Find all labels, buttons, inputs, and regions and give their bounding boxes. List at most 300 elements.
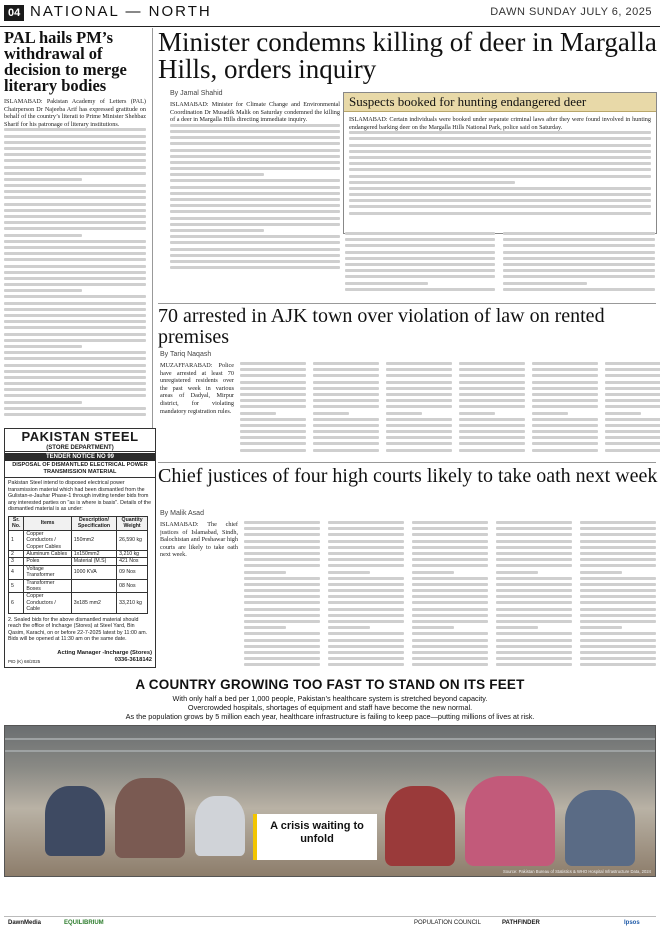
ad-table-cell: 1000 KVA bbox=[71, 565, 116, 579]
text-line bbox=[4, 178, 82, 181]
logo-ipsos: Ipsos bbox=[624, 920, 640, 926]
logo-dawnmedia: DawnMedia bbox=[8, 920, 42, 926]
ad-intro: Pakistan Steel intend to disposed electrical power transmission material which had been dismantled from the Gulistan-e-Jauhar Phase-1 through inviting tender bids from any interested parties on "as is where is basis". Details of the dismantled material is as under: bbox=[8, 480, 152, 513]
text-line bbox=[244, 626, 286, 629]
text-line bbox=[605, 430, 660, 433]
text-line bbox=[328, 663, 404, 666]
cj-column bbox=[496, 521, 572, 671]
ad-table-header-cell: Items bbox=[24, 516, 71, 530]
text-line bbox=[313, 412, 349, 415]
banner-sub-line: With only half a bed per 1,000 people, Pakistan’s healthcare system is stretched beyond capacity. bbox=[172, 694, 488, 703]
text-line bbox=[328, 632, 404, 635]
text-line bbox=[4, 184, 146, 187]
text-line bbox=[386, 449, 452, 452]
text-line bbox=[580, 608, 656, 611]
ad-table-row bbox=[9, 530, 148, 550]
text-line bbox=[532, 399, 598, 402]
text-line bbox=[459, 368, 525, 371]
text-line bbox=[313, 368, 379, 371]
text-line bbox=[503, 238, 655, 241]
ad-notice: TENDER NOTICE NO 99 bbox=[5, 453, 155, 461]
text-line bbox=[240, 387, 306, 390]
text-line bbox=[240, 362, 306, 365]
text-line bbox=[386, 368, 452, 371]
ad-table-body bbox=[9, 530, 148, 613]
text-line bbox=[496, 595, 572, 598]
text-line bbox=[496, 589, 572, 592]
text-line bbox=[459, 449, 525, 452]
text-line bbox=[496, 614, 572, 617]
lead-byline: By Jamal Shahid bbox=[170, 90, 223, 97]
ad-table-cell: 33,210 kg bbox=[117, 593, 148, 613]
pal-lead: ISLAMABAD: Pakistan Academy of Letters (PAL) Chairperson Dr Najeeba Arif has expressed gratitude on behalf of the country’s literati to Prime Minister Shehbaz Sharif for his patronage of literary institutions. bbox=[4, 98, 146, 128]
text-line bbox=[240, 368, 306, 371]
ad-table-cell: 5 bbox=[9, 579, 24, 593]
ad-table-cell: 1 bbox=[9, 530, 24, 550]
text-line bbox=[580, 540, 656, 543]
text-line bbox=[328, 571, 370, 574]
text-line bbox=[605, 387, 660, 390]
text-line bbox=[503, 288, 655, 291]
text-line bbox=[459, 381, 525, 384]
text-line bbox=[412, 546, 488, 549]
logo-pathfinder: PATHFINDER bbox=[502, 920, 540, 926]
text-line bbox=[4, 277, 146, 280]
crowd-figure bbox=[195, 796, 245, 856]
text-line bbox=[580, 601, 656, 604]
text-line bbox=[412, 645, 488, 648]
text-line bbox=[313, 374, 379, 377]
text-line bbox=[244, 620, 320, 623]
text-line bbox=[580, 639, 656, 642]
text-line bbox=[244, 571, 286, 574]
text-line bbox=[459, 430, 525, 433]
ad-contact-name: Acting Manager -Incharge (Stores) bbox=[57, 650, 152, 656]
cj-byline: By Malik Asad bbox=[160, 510, 204, 517]
story-divider bbox=[158, 303, 656, 304]
text-line bbox=[328, 595, 404, 598]
banner-sub-line: As the population grows by 5 million each year, healthcare infrastructure is failing to keep pace—putting millions of lives at risk. bbox=[125, 712, 535, 721]
text-line bbox=[459, 399, 525, 402]
text-line bbox=[345, 263, 495, 266]
ajk-headline: 70 arrested in AJK town over violation of law on rented premises bbox=[158, 305, 605, 348]
text-line bbox=[349, 144, 651, 147]
suspects-box bbox=[343, 92, 657, 234]
text-line bbox=[349, 131, 651, 134]
ajk-column bbox=[605, 362, 660, 460]
ad-table-header-cell: Description/ Specification bbox=[71, 516, 116, 530]
text-line bbox=[4, 351, 146, 354]
text-line bbox=[496, 527, 572, 530]
ad-table bbox=[8, 516, 148, 614]
text-line bbox=[503, 251, 655, 254]
text-line bbox=[170, 248, 340, 251]
text-line bbox=[313, 442, 379, 445]
text-line bbox=[580, 577, 656, 580]
text-line bbox=[4, 326, 146, 329]
ad-table-row bbox=[9, 558, 148, 565]
ajk-byline: By Tariq Naqash bbox=[160, 351, 212, 358]
text-line bbox=[605, 368, 660, 371]
cj-body bbox=[160, 521, 238, 671]
banner-headline: A COUNTRY GROWING TOO FAST TO STAND ON ITS FEET bbox=[135, 677, 525, 692]
text-line bbox=[605, 449, 660, 452]
text-line bbox=[244, 632, 320, 635]
text-line bbox=[345, 232, 495, 235]
logo-population-council: POPULATION COUNCIL bbox=[414, 920, 481, 926]
text-line bbox=[240, 430, 306, 433]
text-line bbox=[328, 527, 404, 530]
text-line bbox=[313, 430, 379, 433]
ad-contact-phone: 0336-3618142 bbox=[114, 657, 152, 663]
text-line bbox=[313, 393, 379, 396]
text-line bbox=[503, 232, 655, 235]
text-line bbox=[244, 583, 320, 586]
pal-headline: PAL hails PM’s withdrawal of decision to merge literary bodies bbox=[4, 28, 127, 95]
health-banner bbox=[4, 677, 656, 914]
text-line bbox=[412, 632, 488, 635]
text-line bbox=[412, 663, 488, 666]
text-line bbox=[412, 589, 488, 592]
text-line bbox=[4, 141, 146, 144]
ad-org-sub: (STORE DEPARTMENT) bbox=[46, 445, 114, 451]
hospital-photo bbox=[4, 725, 656, 877]
text-line bbox=[412, 626, 454, 629]
text-line bbox=[386, 430, 452, 433]
text-line bbox=[459, 393, 525, 396]
text-line bbox=[580, 571, 622, 574]
text-line bbox=[412, 595, 488, 598]
text-line bbox=[4, 302, 146, 305]
text-line bbox=[459, 412, 495, 415]
text-line bbox=[412, 552, 488, 555]
text-line bbox=[4, 376, 146, 379]
text-line bbox=[313, 449, 379, 452]
text-line bbox=[170, 130, 340, 133]
text-line bbox=[345, 251, 495, 254]
text-line bbox=[580, 614, 656, 617]
text-line bbox=[170, 167, 340, 170]
text-line bbox=[4, 271, 146, 274]
text-line bbox=[532, 449, 598, 452]
page-header bbox=[0, 0, 660, 27]
text-line bbox=[503, 257, 655, 260]
text-line bbox=[496, 564, 572, 567]
text-line bbox=[386, 374, 452, 377]
text-line bbox=[240, 418, 306, 421]
text-line bbox=[532, 418, 598, 421]
ad-table-cell bbox=[71, 579, 116, 593]
text-line bbox=[412, 651, 488, 654]
text-line bbox=[240, 436, 306, 439]
text-line bbox=[170, 198, 340, 201]
text-line bbox=[244, 558, 320, 561]
ad-table-cell: 4 bbox=[9, 565, 24, 579]
text-line bbox=[580, 657, 656, 660]
ad-table-cell: 3x185 mm2 bbox=[71, 593, 116, 613]
text-line bbox=[4, 345, 82, 348]
ad-table-row bbox=[9, 565, 148, 579]
text-line bbox=[349, 193, 651, 196]
text-line bbox=[349, 162, 651, 165]
text-line bbox=[4, 320, 146, 323]
text-line bbox=[532, 368, 598, 371]
text-line bbox=[170, 173, 264, 176]
text-line bbox=[605, 442, 660, 445]
text-line bbox=[240, 405, 306, 408]
text-line bbox=[313, 424, 379, 427]
ad-table-cell: 3 bbox=[9, 558, 24, 565]
crowd-figure bbox=[465, 776, 555, 866]
crowd-figure bbox=[115, 778, 185, 858]
text-line bbox=[496, 558, 572, 561]
text-line bbox=[386, 387, 452, 390]
text-line bbox=[532, 362, 598, 365]
text-line bbox=[244, 639, 320, 642]
suspects-text-lines bbox=[349, 131, 651, 214]
text-line bbox=[349, 150, 651, 153]
text-line bbox=[170, 235, 340, 238]
text-line bbox=[170, 161, 340, 164]
ceiling-light bbox=[5, 738, 655, 740]
ad-table-cell: 1x150mm2 bbox=[71, 551, 116, 558]
text-line bbox=[496, 651, 572, 654]
text-line bbox=[459, 424, 525, 427]
text-line bbox=[240, 399, 306, 402]
text-line bbox=[313, 418, 379, 421]
text-line bbox=[412, 614, 488, 617]
text-line bbox=[386, 442, 452, 445]
text-line bbox=[170, 254, 340, 257]
text-line bbox=[4, 258, 146, 261]
text-line bbox=[4, 203, 146, 206]
text-line bbox=[4, 234, 82, 237]
text-line bbox=[345, 238, 495, 241]
text-line bbox=[4, 159, 146, 162]
text-line bbox=[4, 388, 146, 391]
ad-table-cell: 421 Nos bbox=[117, 558, 148, 565]
ad-table-cell: Poles bbox=[24, 558, 71, 565]
text-line bbox=[496, 552, 572, 555]
crowd-figure bbox=[385, 786, 455, 866]
text-line bbox=[580, 626, 622, 629]
text-line bbox=[580, 589, 656, 592]
text-line bbox=[580, 527, 656, 530]
ad-table-cell: 26,590 kg bbox=[117, 530, 148, 550]
text-line bbox=[412, 639, 488, 642]
ad-table-cell: 2 bbox=[9, 551, 24, 558]
text-line bbox=[328, 564, 404, 567]
text-line bbox=[580, 620, 656, 623]
text-line bbox=[4, 221, 146, 224]
text-line bbox=[412, 533, 488, 536]
text-line bbox=[4, 364, 146, 367]
text-line bbox=[328, 533, 404, 536]
text-line bbox=[4, 407, 146, 410]
text-line bbox=[4, 172, 146, 175]
text-line bbox=[244, 589, 320, 592]
text-line bbox=[412, 540, 488, 543]
text-line bbox=[412, 521, 488, 524]
text-line bbox=[170, 229, 264, 232]
ad-table-cell: Voltage Transformer bbox=[24, 565, 71, 579]
text-line bbox=[244, 657, 320, 660]
text-line bbox=[496, 639, 572, 642]
text-line bbox=[4, 283, 146, 286]
text-line bbox=[345, 288, 495, 291]
text-line bbox=[4, 370, 146, 373]
text-line bbox=[580, 558, 656, 561]
text-line bbox=[532, 381, 598, 384]
text-line bbox=[605, 381, 660, 384]
ad-pid: PID (K) 68/2025 bbox=[8, 659, 41, 664]
text-line bbox=[532, 393, 598, 396]
text-line bbox=[4, 401, 82, 404]
ad-table-header-cell: Sr. No. bbox=[9, 516, 24, 530]
text-line bbox=[328, 651, 404, 654]
text-line bbox=[459, 442, 525, 445]
text-line bbox=[170, 179, 340, 182]
text-line bbox=[4, 128, 146, 131]
text-line bbox=[170, 266, 340, 269]
text-line bbox=[4, 394, 146, 397]
lead-continuation-1 bbox=[345, 232, 495, 302]
text-line bbox=[170, 217, 340, 220]
text-line bbox=[349, 187, 651, 190]
text-line bbox=[412, 620, 488, 623]
suspects-lead: ISLAMABAD: Certain individuals were booked under separate criminal laws after they were found involved in hunting endangered barking deer on the Margalla Hills National Park, police said on Saturday. bbox=[349, 116, 651, 131]
ajk-column bbox=[459, 362, 525, 460]
text-line bbox=[496, 521, 572, 524]
text-line bbox=[605, 374, 660, 377]
text-line bbox=[580, 595, 656, 598]
crisis-overlay: A crisis waiting to unfold bbox=[253, 814, 377, 860]
text-line bbox=[328, 639, 404, 642]
text-line bbox=[412, 527, 488, 530]
text-line bbox=[386, 362, 452, 365]
text-line bbox=[503, 244, 655, 247]
text-line bbox=[459, 418, 525, 421]
text-line bbox=[580, 546, 656, 549]
text-line bbox=[412, 657, 488, 660]
text-line bbox=[412, 564, 488, 567]
text-line bbox=[496, 657, 572, 660]
text-line bbox=[313, 436, 379, 439]
text-line bbox=[313, 362, 379, 365]
text-line bbox=[328, 657, 404, 660]
text-line bbox=[244, 521, 320, 524]
text-line bbox=[459, 387, 525, 390]
masthead-date: DAWN SUNDAY JULY 6, 2025 bbox=[490, 6, 652, 18]
sponsor-logos bbox=[4, 916, 656, 934]
text-line bbox=[328, 620, 404, 623]
text-line bbox=[4, 265, 146, 268]
text-line bbox=[244, 651, 320, 654]
text-line bbox=[4, 190, 146, 193]
text-line bbox=[240, 393, 306, 396]
text-line bbox=[244, 533, 320, 536]
text-line bbox=[349, 205, 651, 208]
text-line bbox=[412, 601, 488, 604]
ad-org-name: PAKISTAN STEEL bbox=[21, 429, 139, 444]
ad-table-cell: Copper Conductors / Copper Cables bbox=[24, 530, 71, 550]
text-line bbox=[313, 387, 379, 390]
text-line bbox=[496, 571, 538, 574]
ad-table-header bbox=[9, 516, 148, 530]
story-divider bbox=[158, 462, 656, 463]
text-line bbox=[4, 333, 146, 336]
ad-table-cell: 6 bbox=[9, 593, 24, 613]
text-line bbox=[170, 155, 340, 158]
text-line bbox=[4, 209, 146, 212]
pal-body bbox=[4, 98, 146, 418]
text-line bbox=[170, 136, 340, 139]
text-line bbox=[496, 583, 572, 586]
text-line bbox=[4, 246, 146, 249]
text-line bbox=[4, 215, 146, 218]
text-line bbox=[328, 558, 404, 561]
text-line bbox=[349, 175, 651, 178]
text-line bbox=[605, 393, 660, 396]
text-line bbox=[532, 430, 598, 433]
text-line bbox=[496, 533, 572, 536]
ad-org bbox=[5, 429, 155, 452]
ad-table-cell: Copper Conductors / Cable bbox=[24, 593, 71, 613]
text-line bbox=[4, 295, 146, 298]
text-line bbox=[313, 399, 379, 402]
cj-column bbox=[412, 521, 488, 671]
text-line bbox=[580, 651, 656, 654]
ad-footer: 2. Sealed bids for the above dismantled material should reach the office of Incharge (Stores) at Steel Yard, Bin Qasim, Karachi, on or before 22-7-2025 latest by 11:00 am. Bids will be opened at 11:30 am on the same date. bbox=[8, 616, 148, 643]
pal-text-lines bbox=[4, 128, 146, 418]
banner-subtext bbox=[4, 693, 656, 722]
text-line bbox=[170, 186, 340, 189]
ad-table-cell: 3,210 kg bbox=[117, 551, 148, 558]
text-line bbox=[4, 382, 146, 385]
text-line bbox=[605, 418, 660, 421]
text-line bbox=[4, 166, 146, 169]
text-line bbox=[328, 521, 404, 524]
text-line bbox=[240, 374, 306, 377]
text-line bbox=[4, 153, 146, 156]
text-line bbox=[313, 381, 379, 384]
text-line bbox=[244, 614, 320, 617]
page-number: 04 bbox=[4, 5, 24, 21]
text-line bbox=[244, 577, 320, 580]
text-line bbox=[580, 645, 656, 648]
text-line bbox=[532, 387, 598, 390]
text-line bbox=[244, 540, 320, 543]
text-line bbox=[386, 424, 452, 427]
text-line bbox=[459, 374, 525, 377]
text-line bbox=[345, 275, 495, 278]
ajk-column bbox=[240, 362, 306, 460]
text-line bbox=[412, 571, 454, 574]
text-line bbox=[503, 275, 655, 278]
ad-table-row bbox=[9, 579, 148, 593]
text-line bbox=[532, 424, 598, 427]
text-line bbox=[4, 308, 146, 311]
text-line bbox=[349, 156, 651, 159]
text-line bbox=[580, 583, 656, 586]
tender-ad bbox=[4, 428, 156, 668]
suspects-body bbox=[344, 112, 656, 218]
text-line bbox=[496, 546, 572, 549]
text-line bbox=[580, 663, 656, 666]
text-line bbox=[328, 546, 404, 549]
cj-column bbox=[328, 521, 404, 671]
text-line bbox=[4, 135, 146, 138]
